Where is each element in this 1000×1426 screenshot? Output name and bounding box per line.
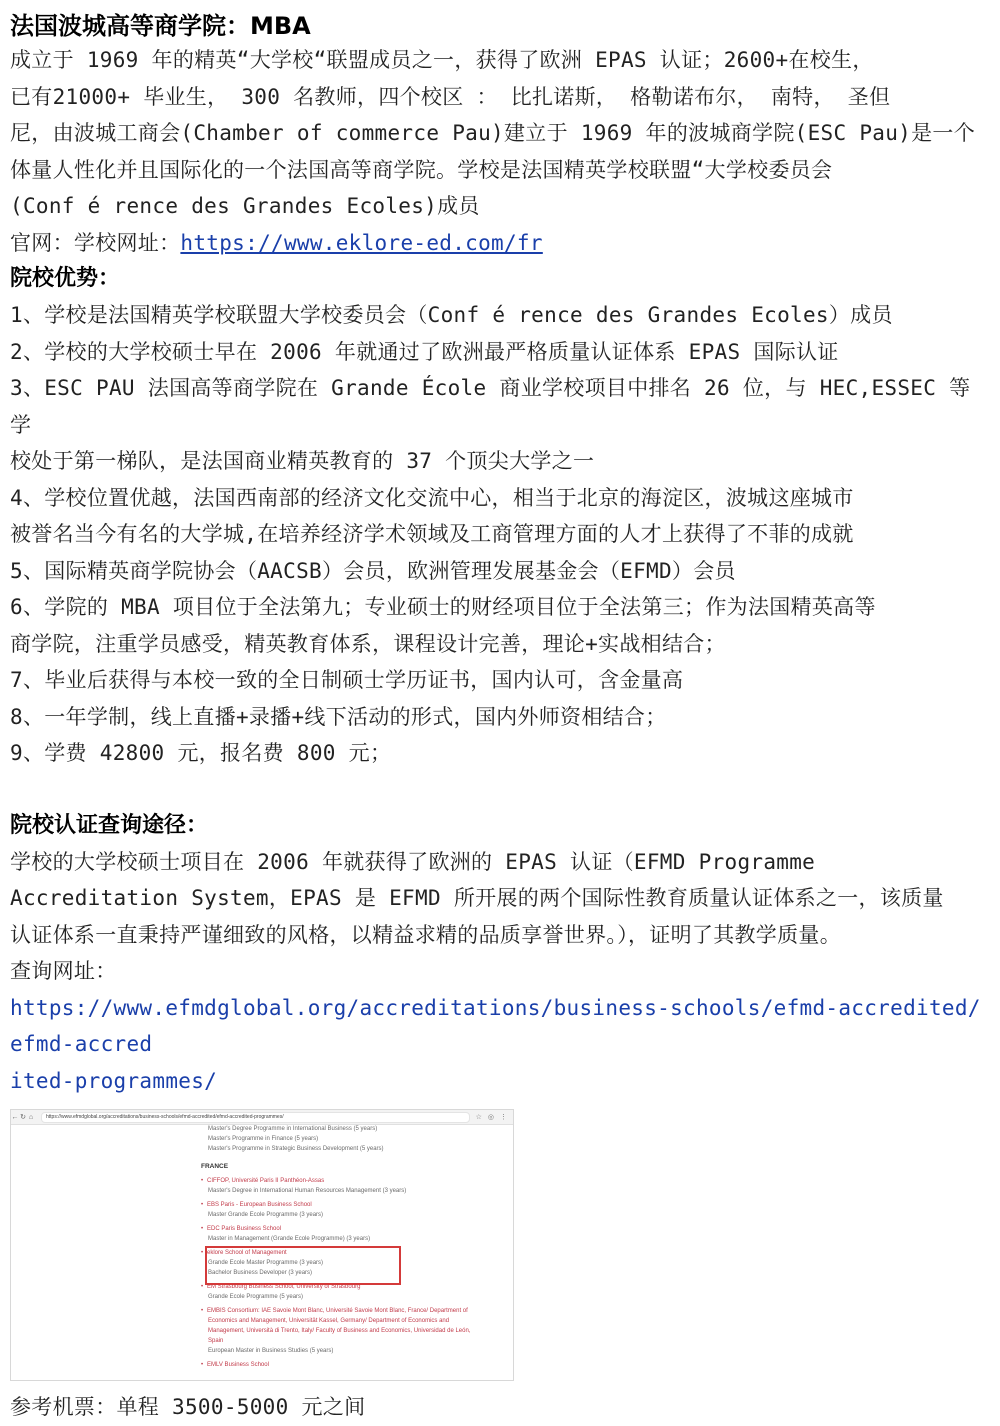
bullet-icon: • — [201, 1202, 204, 1208]
programme-line: Master's Programme in Strategic Business Development (5 years) — [208, 1146, 384, 1152]
browser-toolbar — [11, 1110, 513, 1125]
intro-line: 已有21000+ 毕业生， 300 名教师，四个校区 ： 比扎诺斯， 格勒诺布尔， 南特， 圣但 — [10, 84, 891, 109]
bullet-icon: • — [201, 1226, 204, 1232]
advantage-line: 1、学校是法国精英学校联盟大学校委员会（Conf é rence des Grandes Ecoles）成员 — [10, 303, 893, 327]
programme-line: Master Grande Ecole Programme (3 years) — [208, 1212, 324, 1218]
intro-line: 成立于 1969 年的精英“大学校“联盟成员之一，获得了欧洲 EPAS 认证；2600+在校生， — [10, 48, 874, 72]
cert-line: 查询网址： — [10, 959, 117, 983]
advantage-line: 商学院，注重学员感受，精英教育体系，课程设计完善，理论+实战相结合； — [10, 631, 726, 656]
browser-tools — [476, 1113, 513, 1121]
highlight-box — [205, 1246, 401, 1285]
programme-line: Grande Ecole Programme (5 years) — [208, 1294, 304, 1300]
advantage-line: 7、毕业后获得与本校一致的全日制硕士学历证书，国内认可，含金量高 — [10, 668, 684, 692]
country-heading: FRANCE — [201, 1163, 229, 1170]
flight-info: 参考机票：单程 3500-5000 元之间 — [10, 1395, 366, 1419]
school-entry: • CIFFOP, Université Paris II Panthéon-Assas — [201, 1178, 325, 1184]
certification-text — [10, 844, 990, 990]
programme-line: Economics and Management, Universität Kassel, Germany/ Department of Economics and — [208, 1318, 450, 1324]
bullet-icon: • — [201, 1178, 204, 1184]
bullet-icon: • — [201, 1362, 204, 1368]
blank-line — [10, 772, 990, 808]
cert-line: Accreditation System，EPAS 是 EFMD 所开展的两个国际性教育质量认证体系之一，该质量 — [10, 886, 944, 910]
menu-icon: ⋮ — [500, 1114, 507, 1121]
school-entry: • EM Strasbourg Business School, University of Strasbourg — [201, 1284, 361, 1290]
programme-line: Spain — [208, 1338, 224, 1344]
home-icon: ⌂ — [28, 1113, 34, 1121]
school-entry: • EMBIS Consortium: IAE Savoie Mont Blanc, Université Savoie Mont Blanc, France/ Department of — [201, 1308, 468, 1314]
advantage-line: 9、学费 42800 元，报名费 800 元； — [10, 741, 392, 765]
programme-line: Grande Ecole Master Programme (3 years) — [208, 1260, 324, 1266]
programme-line: Master's Degree Programme in International Business (5 years) — [208, 1126, 378, 1132]
browser-address-bar: https://www.efmdglobal.org/accreditations/business-schools/efmd-accredited/efmd-accredited-programmes/ — [41, 1112, 470, 1123]
school-entry-highlighted: • eklore School of Management — [201, 1250, 287, 1256]
efmd-query-link[interactable] — [10, 990, 990, 1100]
efmd-url-line[interactable]: ited-programmes/ — [10, 1068, 218, 1093]
document-page — [10, 0, 990, 1426]
programme-line: Master's Programme in Finance (5 years) — [208, 1136, 319, 1142]
extension-icon: ◎ — [487, 1114, 494, 1121]
advantage-line: 校处于第一梯队，是法国商业精英教育的 37 个顶尖大学之一 — [10, 449, 595, 473]
website-link[interactable]: https://www.eklore-ed.com/fr — [180, 230, 543, 255]
advantages-heading: 院校优势： — [10, 266, 121, 291]
bullet-icon: • — [201, 1308, 204, 1314]
back-icon: ← — [11, 1113, 19, 1121]
programme-line: Bachelor Business Developer (3 years) — [208, 1270, 313, 1276]
cert-line: 学校的大学校硕士项目在 2006 年就获得了欧洲的 EPAS 认证（EFMD Programme — [10, 849, 816, 874]
efmd-url-line[interactable]: https://www.efmdglobal.org/accreditations/business-schools/efmd-accredited/efmd-accred — [10, 995, 981, 1056]
intro-line: 体量人性化并且国际化的一个法国高等商学院。学校是法国精英学校联盟“大学校委员会 — [10, 157, 833, 182]
intro-paragraph — [10, 42, 990, 225]
programme-line: European Master in Business Studies (5 years) — [208, 1348, 334, 1354]
school-entry: • EDC Paris Business School — [201, 1226, 282, 1232]
advantage-line: 2、学校的大学校硕士早在 2006 年就通过了欧洲最严格质量认证体系 EPAS 国际认证 — [10, 339, 839, 364]
website-row — [10, 225, 990, 262]
intro-line: (Conf é rence des Grandes Ecoles)成员 — [10, 194, 480, 218]
certification-heading: 院校认证查询途径： — [10, 812, 209, 838]
bullet-icon: • — [201, 1284, 204, 1290]
programme-line: Master's Degree in International Human Resources Management (3 years) — [208, 1188, 407, 1194]
star-icon: ☆ — [475, 1114, 482, 1121]
school-entry: • EBS Paris - European Business School — [201, 1202, 312, 1208]
advantage-line: 3、ESC PAU 法国高等商学院在 Grande École 商业学校项目中排名 26 位，与 HEC,ESSEC 等 — [10, 376, 971, 400]
efmd-screenshot — [10, 1109, 514, 1381]
advantage-line: 学 — [10, 412, 32, 437]
intro-line: 尼，由波城工商会(Chamber of commerce Pau)建立于 1969 年的波城商学院(ESC Pau)是一个 — [10, 121, 976, 145]
refresh-icon: ↻ — [20, 1114, 26, 1121]
advantage-line: 被誉名当今有名的大学城,在培养经济学术领域及工商管理方面的人才上获得了不菲的成就 — [10, 522, 854, 546]
advantage-line: 5、国际精英商学院协会（AACSB）会员，欧洲管理发展基金会（EFMD）会员 — [10, 558, 736, 583]
bullet-icon: • — [201, 1250, 204, 1256]
cert-line: 认证体系一直秉持严谨细致的风格，以精益求精的品质享誉世界。），证明了其教学质量。 — [10, 922, 841, 947]
programme-line: Master in Management (Grande Ecole Programme) (3 years) — [208, 1236, 371, 1242]
advantage-line: 8、一年学制，线上直播+录播+线下活动的形式，国内外师资相结合； — [10, 704, 667, 729]
school-entry: • EMLV Business School — [201, 1362, 269, 1368]
page-title: 法国波城高等商学院：MBA — [10, 12, 311, 40]
advantage-line: 6、学院的 MBA 项目位于全法第九；专业硕士的财经项目位于全法第三；作为法国精英高等 — [10, 595, 876, 619]
advantages-list — [10, 297, 990, 772]
programme-line: Management, Università di Trento, Italy/ Faculty of Business and Economics, Universidad de León, — [208, 1328, 471, 1334]
website-label: 官网：学校网址： — [10, 230, 181, 255]
advantage-line: 4、学校位置优越，法国西南部的经济文化交流中心，相当于北京的海淀区，波城这座城市 — [10, 485, 854, 510]
